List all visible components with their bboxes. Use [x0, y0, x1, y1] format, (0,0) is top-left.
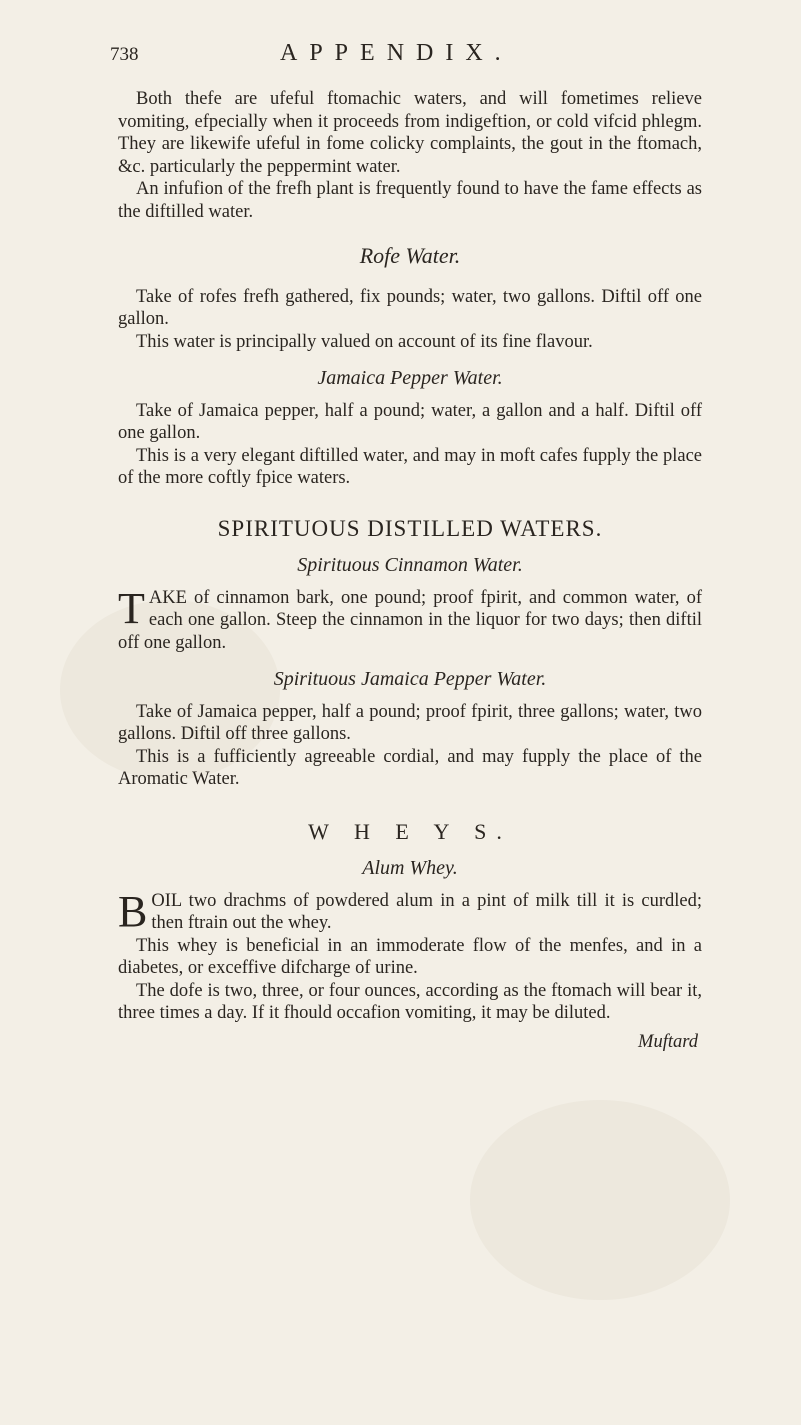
paragraph: Take of Jamaica pepper, half a pound; water, a gallon and a half. Diftil off one gallon. — [118, 400, 702, 443]
paragraph: Take of Jamaica pepper, half a pound; proof fpirit, three gallons; water, two gallons. Diftil off three gallons. — [118, 701, 702, 744]
paragraph: Take of rofes frefh gathered, fix pounds; water, two gallons. Diftil off one gallon. — [118, 286, 702, 329]
page-number: 738 — [110, 44, 139, 65]
paragraph: Both thefe are ufeful ftomachic waters, and will fometimes relieve vomiting, efpecially when it proceeds from indigeftion, or cold vifcid phlegm. They are likewife ufeful in fome colicky complaints, the gout in the ftomach, &c. particularly the peppermint water. — [118, 89, 702, 177]
paragraph: An infufion of the frefh plant is frequently found to have the fame effects as the diftilled water. — [118, 179, 702, 222]
section-title: W H E Y S. — [308, 818, 512, 844]
section-title: SPIRITUOUS DISTILLED WATERS. — [217, 515, 603, 541]
recipe-title: Rofe Water. — [359, 243, 461, 268]
drop-cap: B — [118, 886, 148, 936]
paragraph-text: OIL two drachms of powdered alum in a pint of milk till it is curdled; then ftrain out the whey. — [151, 890, 702, 933]
paragraph: This is a very elegant diftilled water, and may in moft cafes fupply the place of the more coftly fpice waters. — [118, 445, 702, 488]
running-title: APPENDIX. — [280, 40, 513, 66]
paragraph: This is a fufficiently agreeable cordial, and may fupply the place of the Aromatic Water. — [118, 746, 702, 789]
drop-cap: T — [118, 583, 145, 633]
paper-stain — [470, 1100, 730, 1300]
paragraph: This water is principally valued on account of its fine flavour. — [136, 331, 593, 352]
paragraph — [118, 886, 702, 936]
recipe-title: Spirituous Cinnamon Water. — [297, 554, 523, 576]
paragraph — [118, 583, 702, 655]
paragraph-text: AKE of cinnamon bark, one pound; proof fpirit, and common water, of each one gallon. Steep the cinnamon in the liquor for two days; then diftil off one gallon. — [118, 587, 702, 653]
paragraph: The dofe is two, three, or four ounces, according as the ftomach will bear it, three times a day. If it fhould occafion vomiting, it may be diluted. — [118, 980, 702, 1023]
catchword: Muftard — [638, 1031, 698, 1052]
recipe-title: Alum Whey. — [362, 857, 458, 879]
paragraph: This whey is beneficial in an immoderate flow of the menfes, and in a diabetes, or exceffive difcharge of urine. — [118, 935, 702, 978]
recipe-title: Jamaica Pepper Water. — [317, 367, 503, 389]
page-body — [118, 88, 702, 1053]
page-header — [110, 40, 710, 70]
recipe-title: Spirituous Jamaica Pepper Water. — [273, 668, 547, 690]
